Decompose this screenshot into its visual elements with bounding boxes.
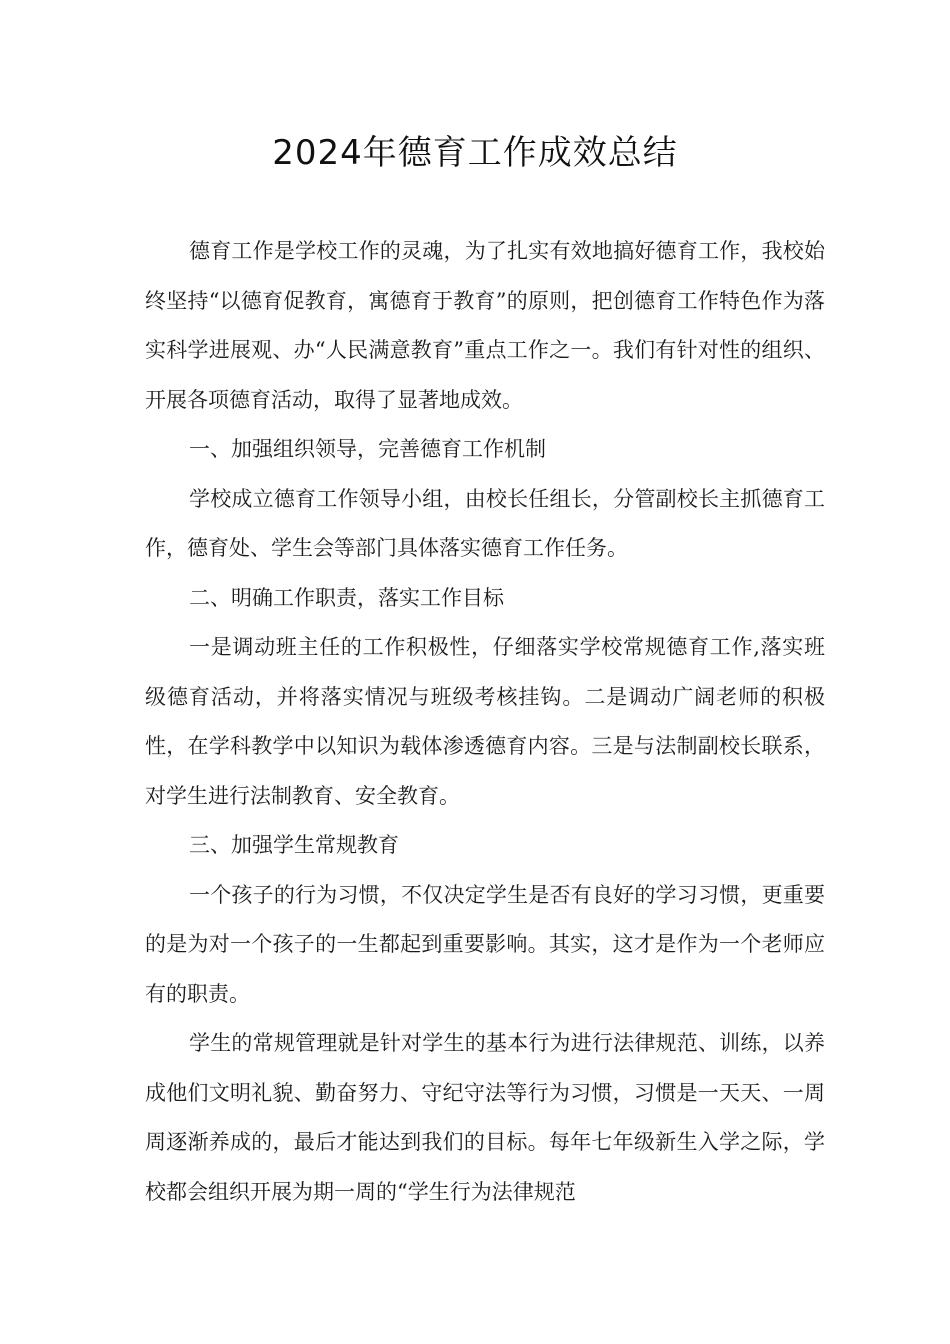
section-heading-1: 一、加强组织领导，完善德育工作机制 — [189, 437, 546, 461]
section-heading-3: 三、加强学生常规教育 — [189, 833, 399, 857]
paragraph-section-3a: 一个孩子的行为习惯，不仅决定学生是否有良好的学习习惯，更重要的是为对一个孩子的一生都起到重要影响。其实，这才是作为一个老师应有的职责。 — [145, 882, 825, 1006]
paragraph-section-3b: 学生的常规管理就是针对学生的基本行为进行法律规范、训练，以养成他们文明礼貌、勤奋努力、守纪守法等行为习惯，习惯是一天天、一周周逐渐养成的，最后才能达到我们的目标。每年七年级新生入学之际，学校都会组织开展为期一周的“学生行为法律规范 — [145, 1031, 825, 1204]
paragraph-section-1: 学校成立德育工作领导小组，由校长任组长，分管副校长主抓德育工作，德育处、学生会等部门具体落实德育工作任务。 — [145, 486, 825, 560]
document-title: 2024年德育工作成效总结 — [272, 133, 678, 173]
paragraph-intro: 德育工作是学校工作的灵魂，为了扎实有效地搞好德育工作，我校始终坚持“以德育促教育，寓德育于教育”的原则，把创德育工作特色作为落实科学进展观、办“人民满意教育”重点工作之一。我们有针对性的组织、开展各项德育活动，取得了显著地成效。 — [145, 239, 825, 412]
document-body — [145, 227, 825, 1217]
paragraph-section-2: 一是调动班主任的工作积极性，仔细落实学校常规德育工作,落实班级德育活动，并将落实情况与班级考核挂钩。二是调动广阔老师的积极性，在学科教学中以知识为载体渗透德育内容。三是与法制副校长联系，对学生进行法制教育、安全教育。 — [145, 635, 825, 808]
section-heading-2: 二、明确工作职责，落实工作目标 — [189, 585, 504, 610]
